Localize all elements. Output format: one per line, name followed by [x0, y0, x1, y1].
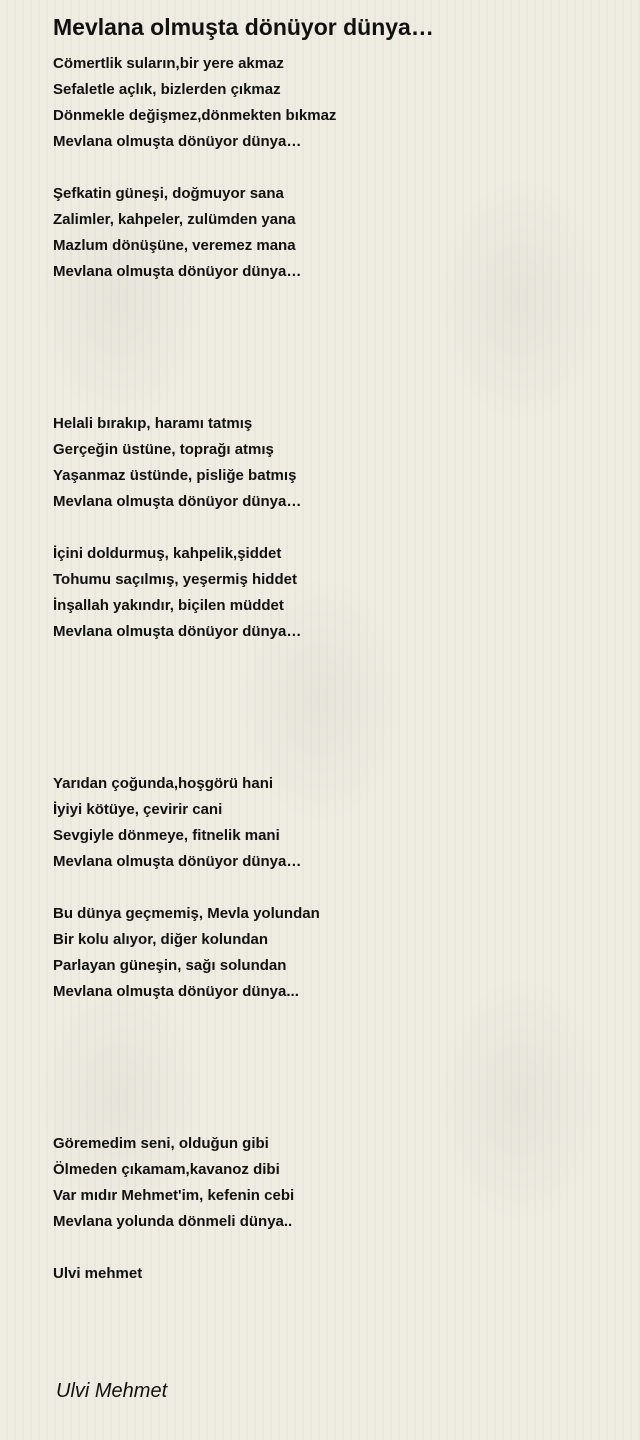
poem-line: İnşallah yakındır, biçilen müddet — [53, 597, 284, 614]
poem-line: Yarıdan çoğunda,hoşgörü hani — [53, 775, 274, 792]
poem-line: Parlayan güneşin, sağı solundan — [53, 957, 287, 974]
poem-line: Mevlana olmuşta dönüyor dünya… — [53, 493, 302, 510]
author-line: Ulvi mehmet — [53, 1265, 143, 1282]
poem-line: Dönmekle değişmez,dönmekten bıkmaz — [53, 107, 337, 124]
poem-line: Mazlum dönüşüne, veremez mana — [53, 237, 296, 254]
poem-line: Zalimler, kahpeler, zulümden yana — [53, 211, 296, 228]
poem-line: Var mıdır Mehmet'im, kefenin cebi — [53, 1187, 295, 1204]
poem-line: Göremedim seni, olduğun gibi — [53, 1135, 269, 1152]
poem-line: Ölmeden çıkamam,kavanoz dibi — [53, 1161, 280, 1178]
poem-line: İyiyi kötüye, çevirir cani — [53, 801, 223, 818]
poem-line: Yaşanmaz üstünde, pisliğe batmış — [53, 467, 297, 484]
poem-line: Mevlana olmuşta dönüyor dünya... — [53, 983, 299, 1000]
poem-line: Mevlana olmuşta dönüyor dünya… — [53, 853, 302, 870]
author-signature: Ulvi Mehmet — [56, 1380, 168, 1402]
poem-line: Şefkatin güneşi, doğmuyor sana — [53, 185, 284, 202]
poem-line: Sefaletle açlık, bizlerden çıkmaz — [53, 81, 281, 98]
poem-line: Bir kolu alıyor, diğer kolundan — [53, 931, 269, 948]
poem-line: Bu dünya geçmemiş, Mevla yolundan — [53, 905, 320, 922]
poem-line: Mevlana olmuşta dönüyor dünya… — [53, 263, 302, 280]
poem-line: Mevlana olmuşta dönüyor dünya… — [53, 133, 302, 150]
poem-title: Mevlana olmuşta dönüyor dünya… — [53, 14, 434, 40]
poem-line: Helali bırakıp, haramı tatmış — [53, 415, 253, 432]
poem-line: Gerçeğin üstüne, toprağı atmış — [53, 441, 274, 458]
poem-line: Cömertlik suların,bir yere akmaz — [53, 55, 284, 72]
poem-line: Mevlana yolunda dönmeli dünya.. — [53, 1213, 293, 1230]
poem-line: Sevgiyle dönmeye, fitnelik mani — [53, 827, 280, 844]
poem-line: İçini doldurmuş, kahpelik,şiddet — [53, 545, 282, 562]
poem-line: Mevlana olmuşta dönüyor dünya… — [53, 623, 302, 640]
poem-line: Tohumu saçılmış, yeşermiş hiddet — [53, 571, 297, 588]
